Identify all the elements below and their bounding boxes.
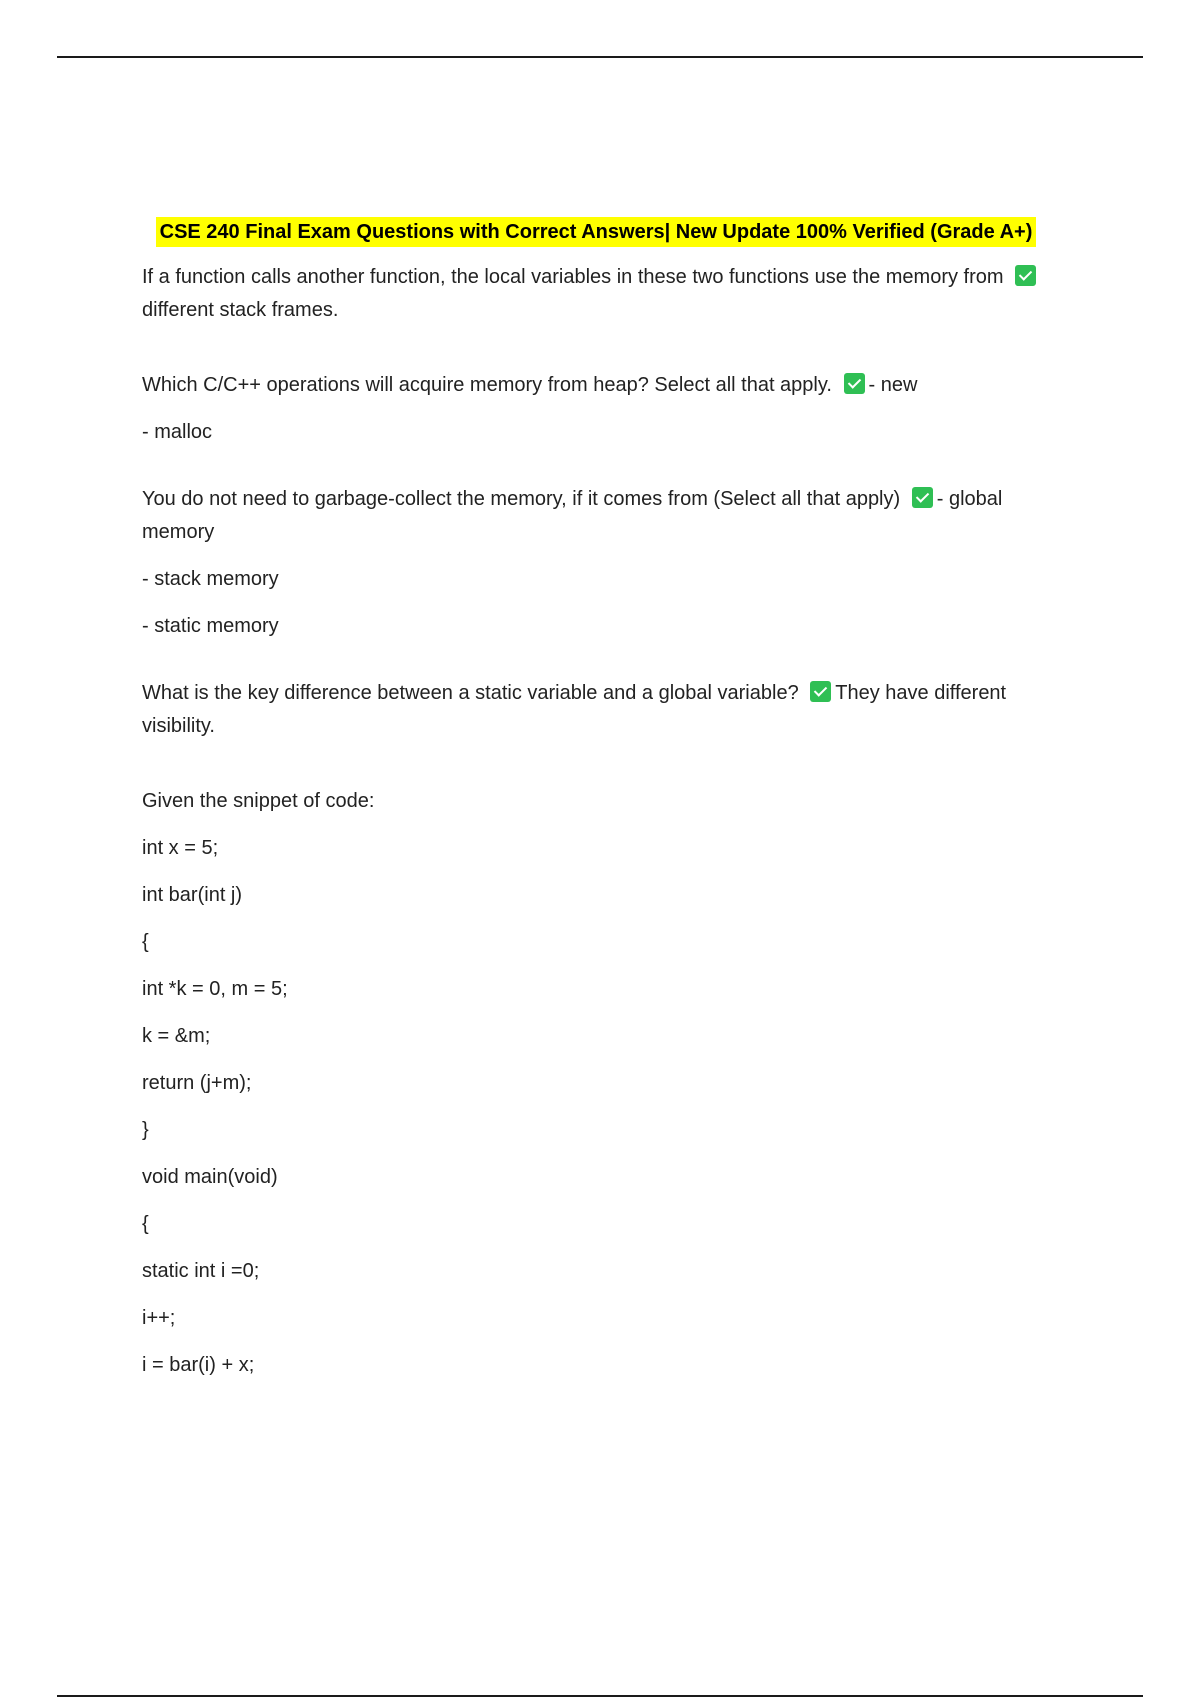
code-line-1: int x = 5; (142, 837, 219, 859)
question-4 (142, 677, 1062, 743)
question-2-answer-1: - new (868, 374, 918, 396)
spacer (142, 327, 1062, 369)
title-wrap (130, 216, 1062, 249)
code-line-7: } (142, 1119, 149, 1141)
check-mark-icon (912, 487, 933, 508)
question-3-answer-2: - stack memory (142, 568, 279, 590)
top-rule (57, 56, 1143, 58)
code-line-8: void main(void) (142, 1166, 278, 1188)
check-mark-icon (810, 681, 831, 702)
code-line-2: int bar(int j) (142, 884, 243, 906)
code-line-3: { (142, 931, 149, 953)
question-5-intro: Given the snippet of code: (142, 790, 375, 812)
question-1-text: If a function calls another function, the local variables in these two functions use the memory from (142, 266, 1004, 288)
question-4-answer: They have different visibility. (142, 682, 1007, 737)
question-2-answer-2: - malloc (142, 421, 213, 443)
question-1-answer: different stack frames. (142, 299, 339, 321)
question-2 (142, 369, 1062, 402)
question-1 (142, 261, 1062, 327)
code-line-4: int *k = 0, m = 5; (142, 978, 288, 1000)
question-2-text: Which C/C++ operations will acquire memory from heap? Select all that apply. (142, 374, 832, 396)
spacer (142, 657, 1062, 677)
code-line-11: i++; (142, 1307, 176, 1329)
document-title: CSE 240 Final Exam Questions with Correct Answers| New Update 100% Verified (Grade A+) (156, 217, 1037, 247)
check-mark-icon (844, 373, 865, 394)
question-3-answer-1: - global memory (142, 488, 1003, 543)
code-line-12: i = bar(i) + x; (142, 1354, 255, 1376)
document-body (142, 216, 1062, 1396)
question-3-text: You do not need to garbage-collect the memory, if it comes from (Select all that apply) (142, 488, 901, 510)
question-3 (142, 483, 1062, 549)
code-line-6: return (j+m); (142, 1072, 252, 1094)
spacer (142, 463, 1062, 483)
code-line-10: static int i =0; (142, 1260, 260, 1282)
spacer (142, 743, 1062, 785)
bottom-rule (57, 1695, 1143, 1697)
code-line-9: { (142, 1213, 149, 1235)
check-mark-icon (1015, 265, 1036, 286)
question-3-answer-3: - static memory (142, 615, 279, 637)
code-line-5: k = &m; (142, 1025, 211, 1047)
question-4-text: What is the key difference between a static variable and a global variable? (142, 682, 799, 704)
